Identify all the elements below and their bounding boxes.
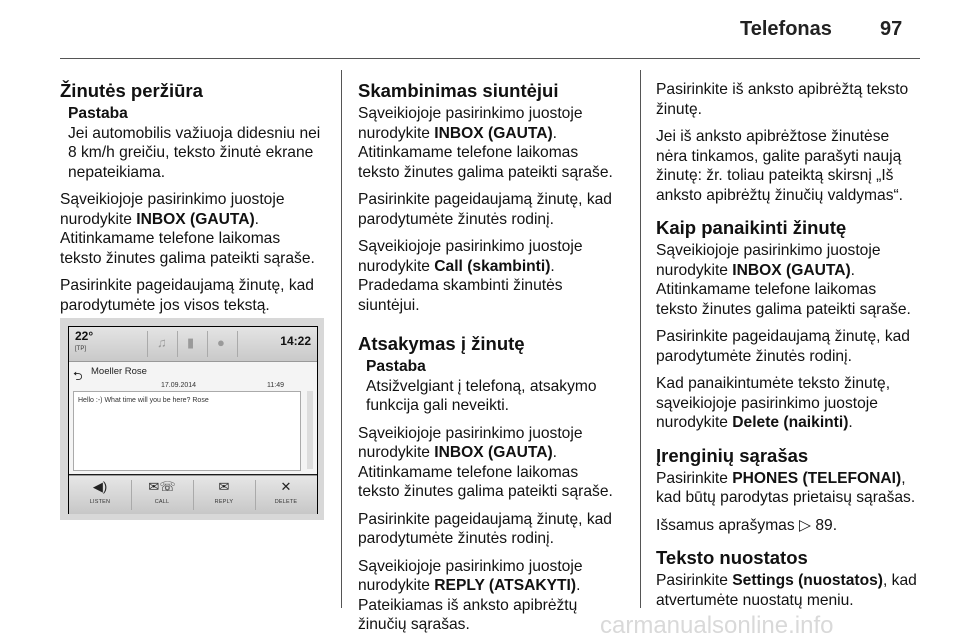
sep	[147, 331, 148, 357]
text-line: nurodykite	[656, 261, 733, 279]
paragraph	[358, 424, 634, 502]
watermark: carmanualsonline.info	[600, 612, 834, 639]
message-time: 11:49	[267, 382, 284, 389]
page-ref: 89.	[815, 516, 838, 534]
text-line: .	[550, 257, 555, 275]
page-ref-arrow-icon: ▷	[799, 516, 811, 534]
infotainment-screenshot	[60, 318, 324, 520]
note-block	[358, 357, 634, 416]
text-line: Kad panaikintumėte teksto žinutę,	[656, 375, 891, 392]
menu-ref-settings: Settings (nuostatos)	[732, 572, 884, 589]
text-line: .	[552, 124, 558, 142]
paragraph	[656, 516, 924, 536]
text-line: ,	[901, 469, 906, 487]
text-line: nurodykite	[656, 414, 733, 431]
text-line: teksto žinutes galima pateikti sąraše.	[656, 300, 911, 318]
temperature: 22°	[75, 329, 94, 343]
text-line: Pasirinkite	[656, 469, 733, 487]
phone-icon[interactable]: ▮	[187, 335, 195, 350]
text-line: , kad	[883, 572, 917, 589]
column-3	[656, 80, 924, 618]
heading-text-settings: Teksto nuostatos	[656, 547, 808, 568]
text-line: parodytumėte žinutės rodinį.	[358, 210, 554, 228]
menu-ref-phones: PHONES (TELEFONAI)	[732, 469, 902, 487]
column-divider-2	[640, 70, 641, 608]
listen-button[interactable]	[69, 476, 131, 514]
text-line: atvertumėte nuostatų meniu.	[656, 591, 854, 609]
note-block	[60, 104, 332, 182]
text-line: nurodykite	[358, 124, 435, 142]
call-button[interactable]	[131, 476, 193, 514]
text-line: Pasirinkite pageidaujamą žinutę, kad	[60, 277, 314, 294]
text-line: Pasirinkite pageidaujamą žinutę, kad	[358, 191, 612, 208]
text-line: .	[576, 577, 581, 594]
text-line: Pasirinkite	[656, 572, 733, 589]
menu-ref-inbox: INBOX (GAUTA)	[434, 444, 553, 461]
text-line: žinutę.	[656, 100, 702, 118]
note-line: Jei automobilis važiuoja didesniu nei	[68, 124, 321, 142]
message-view	[69, 362, 317, 474]
reply-label: REPLY	[214, 499, 234, 505]
text-line: siuntėjui.	[358, 296, 420, 314]
text-line: .	[552, 444, 558, 461]
menu-ref-call: Call (skambinti)	[434, 257, 551, 275]
heading-call-sender: Skambinimas siuntėjui	[358, 80, 559, 101]
menu-ref-inbox: INBOX (GAUTA)	[434, 124, 553, 142]
heading-delete-message: Kaip panaikinti žinutę	[656, 217, 847, 238]
sep	[177, 331, 178, 357]
paragraph	[358, 190, 634, 229]
heading-device-list: Įrenginių sąrašas	[656, 444, 809, 466]
listen-label: LISTEN	[89, 499, 111, 505]
text-line: anksto apibrėžtų žinučių valdymas“.	[656, 186, 904, 204]
note-line: 8 km/h greičiu, teksto žinutė ekrane	[68, 144, 314, 161]
heading-reply: Atsakymas į žinutę	[358, 333, 525, 354]
paragraph	[60, 190, 332, 268]
text-line: Atitinkamame telefone laikomas	[60, 230, 281, 247]
text-line: teksto žinutes galima pateikti sąraše.	[358, 163, 613, 181]
text-line: Atitinkamame telefone laikomas	[358, 144, 579, 161]
message-date: 17.09.2014	[161, 382, 197, 389]
column-2	[358, 80, 634, 643]
text-line: nurodykite	[358, 577, 435, 594]
status-bar	[69, 327, 317, 362]
text-line: Pateikiamas iš anksto apibrėžtų	[358, 596, 578, 614]
paragraph	[656, 327, 924, 366]
paragraph	[656, 571, 924, 610]
message-box	[73, 391, 301, 471]
text-line: .	[848, 414, 853, 431]
text-line: Sąveikiojoje pasirinkimo juostoje	[358, 557, 583, 575]
text-line: Sąveikiojoje pasirinkimo juostoje	[60, 191, 285, 208]
text-line: Pasirinkite pageidaujamą žinutę, kad	[358, 510, 612, 528]
reply-button[interactable]	[193, 476, 255, 514]
text-line: Pradedama skambinti žinutės	[358, 277, 563, 294]
text-line: kad būtų parodytas prietaisų sąrašas.	[656, 489, 916, 506]
sep	[237, 331, 238, 357]
text-line: Sąveikiojoje pasirinkimo juostoje	[358, 238, 583, 255]
note-title: Pastaba	[366, 358, 426, 375]
delete-label: DELETE	[274, 499, 298, 505]
paragraph	[358, 557, 634, 635]
text-line: parodytumėte žinutės rodinį.	[358, 530, 554, 547]
text-line: parodytumėte žinutės rodinį.	[656, 347, 852, 365]
text-line: Sąveikiojoje pasirinkimo juostoje	[656, 242, 881, 259]
paragraph	[358, 510, 634, 549]
menu-ref-delete: Delete (naikinti)	[732, 414, 849, 431]
column-1	[60, 80, 332, 323]
page-number: 97	[880, 18, 903, 40]
text-line: Pasirinkite pageidaujamą žinutę, kad	[656, 328, 910, 345]
text-line: nurodykite	[60, 210, 137, 228]
page-header-title: Telefonas	[740, 18, 832, 40]
text-line: nurodykite	[358, 444, 435, 461]
sep	[207, 331, 208, 357]
speaker-icon: ◀)	[92, 479, 108, 494]
text-line: .	[254, 210, 260, 228]
text-line: parodytumėte jos visos tekstą.	[60, 296, 270, 314]
info-icon[interactable]: ●	[217, 335, 225, 350]
scrollbar[interactable]	[307, 391, 313, 469]
note-line: nepateikiama.	[68, 163, 166, 181]
call-label: CALL	[154, 499, 170, 505]
paragraph	[656, 374, 924, 433]
message-text: Hello :-) What time will you be here? Rose	[78, 397, 209, 404]
menu-ref-reply: REPLY (ATSAKYTI)	[434, 577, 577, 594]
note-line: Atsižvelgiant į telefoną, atsakymo	[366, 377, 597, 395]
text-line: nurodykite	[358, 257, 435, 275]
text-line: Jei iš anksto apibrėžtose žinutėse	[656, 128, 890, 145]
column-divider-1	[341, 70, 342, 608]
interaction-selector-bar	[69, 475, 317, 514]
paragraph	[358, 104, 634, 182]
close-icon: ✕	[280, 479, 292, 494]
note-line: funkcija gali neveikti.	[366, 397, 510, 414]
text-line: teksto žinutes galima pateikti sąraše.	[60, 249, 315, 267]
infotainment-screen	[68, 326, 318, 514]
text-line: Sąveikiojoje pasirinkimo juostoje	[358, 105, 583, 122]
text-line: žinučių sąrašas.	[358, 616, 470, 633]
paragraph	[656, 80, 924, 119]
text-line: nėra tinkamos, galite parašyti naują	[656, 147, 902, 165]
traffic-program-indicator: [TP]	[75, 346, 87, 352]
text-line: Pasirinkite iš anksto apibrėžtą teksto	[656, 81, 909, 98]
contact-name: Moeller Rose	[91, 366, 147, 377]
paragraph	[60, 276, 332, 315]
header-rule	[60, 58, 920, 59]
text-line: Išsamus aprašymas	[656, 516, 799, 534]
back-arrow-icon[interactable]: ⮌	[73, 369, 83, 383]
paragraph	[656, 127, 924, 205]
paragraph	[656, 469, 924, 508]
clock: 14:22	[280, 334, 311, 348]
heading-view-message: Žinutės peržiūra	[60, 80, 203, 101]
music-note-icon[interactable]: ♫	[157, 335, 167, 350]
text-line: Atitinkamame telefone laikomas	[358, 463, 579, 481]
text-line: sąveikiojoje pasirinkimo juostoje	[656, 394, 878, 412]
delete-button[interactable]	[255, 476, 317, 514]
text-line: .	[850, 261, 856, 279]
note-title: Pastaba	[68, 105, 128, 122]
text-line: Atitinkamame telefone laikomas	[656, 281, 877, 298]
paragraph	[656, 241, 924, 319]
text-line: Sąveikiojoje pasirinkimo juostoje	[358, 424, 583, 442]
envelope-phone-icon: ✉☏	[148, 479, 176, 494]
menu-ref-inbox: INBOX (GAUTA)	[136, 210, 255, 228]
text-line: žinutę: žr. toliau pateiktą skirsnį „Iš	[656, 167, 894, 184]
text-line: teksto žinutes galima pateikti sąraše.	[358, 483, 613, 500]
paragraph	[358, 237, 634, 315]
envelope-reply-icon: ✉	[218, 479, 230, 494]
menu-ref-inbox: INBOX (GAUTA)	[732, 261, 851, 279]
